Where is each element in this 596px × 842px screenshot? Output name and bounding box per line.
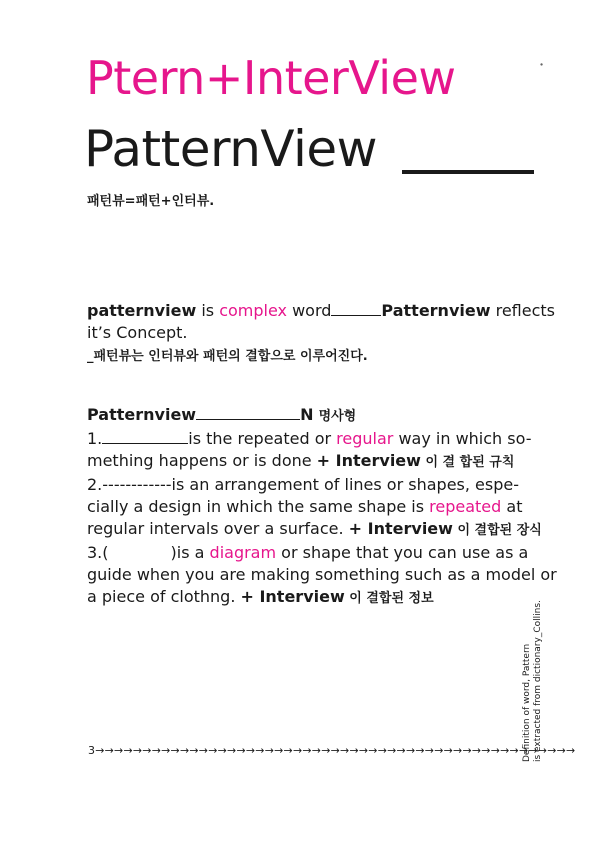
definition-block (87, 404, 557, 610)
title-pink: Ptern+InterView (86, 51, 456, 105)
item1-korean: 이 결 합된 규칙 (420, 455, 515, 470)
title-underline (402, 170, 534, 174)
item2-number: 2. (87, 475, 103, 494)
item3-diagram: diagram (209, 543, 277, 562)
item2-dashes: ------------ (102, 475, 172, 494)
item2-repeated: repeated (429, 497, 502, 516)
item1-text-b: way in which so-mething happens or is done (87, 429, 532, 470)
definition-pos-letter: N (300, 405, 314, 424)
intro-blank (331, 301, 381, 316)
side-note-line2: is extracted from dictionary_Collins. (533, 600, 543, 762)
item3-text-a: is a (176, 543, 210, 562)
intro-is: is (196, 301, 220, 320)
intro-complex: complex (219, 301, 287, 320)
side-note-line1: Definition of word, Pattern (522, 643, 532, 762)
corner-mark: ∙ (539, 60, 545, 69)
item1-text-a: is the repeated or (188, 429, 337, 448)
item3-korean: 이 결합된 정보 (344, 591, 434, 606)
intro-korean: _패턴뷰는 인터뷰와 패턴의 결합으로 이루어진다. (87, 349, 368, 364)
intro-patternview-bold: Patternview (381, 301, 491, 320)
subtitle: 패턴뷰=패턴+인터뷰. (87, 194, 215, 209)
item2-text-b: at regular intervals over a surface. (87, 497, 523, 538)
item3-plus-interview: + Interview (240, 587, 345, 606)
side-note (522, 600, 544, 762)
item3-number: 3.( (87, 543, 109, 562)
definition-heading-blank (196, 405, 300, 420)
item2-plus-interview: + Interview (348, 519, 453, 538)
definition-heading: Patternview (87, 405, 197, 424)
item3-text-b: or shape that you can use as a guide when you are making something such as a model or a piece of clothng. (87, 543, 557, 606)
definition-pos-korean: 명사형 (318, 409, 357, 424)
intro-word: word (287, 301, 332, 320)
intro-reflects: reflects it’s Concept. (87, 301, 555, 342)
title-black: PatternView (84, 120, 378, 178)
intro-paragraph (87, 300, 557, 368)
item3-close: ) (170, 543, 177, 562)
intro-word-patternview: patternview (87, 301, 197, 320)
item1-number: 1. (87, 429, 103, 448)
item2-text-a: is an arrangement of lines or shapes, espe-cially a design in which the same shape is (87, 475, 519, 516)
item1-plus-interview: + Interview (316, 451, 421, 470)
arrow-row: 3→→→→→→→→→→→→→→→→→→→→→→→→→→→→→→→→→→→→→→→→→→→→→→→→→→→ (88, 744, 576, 757)
item2-korean: 이 결합된 장식 (452, 523, 542, 538)
item1-regular: regular (336, 429, 394, 448)
item1-blank (102, 429, 188, 444)
